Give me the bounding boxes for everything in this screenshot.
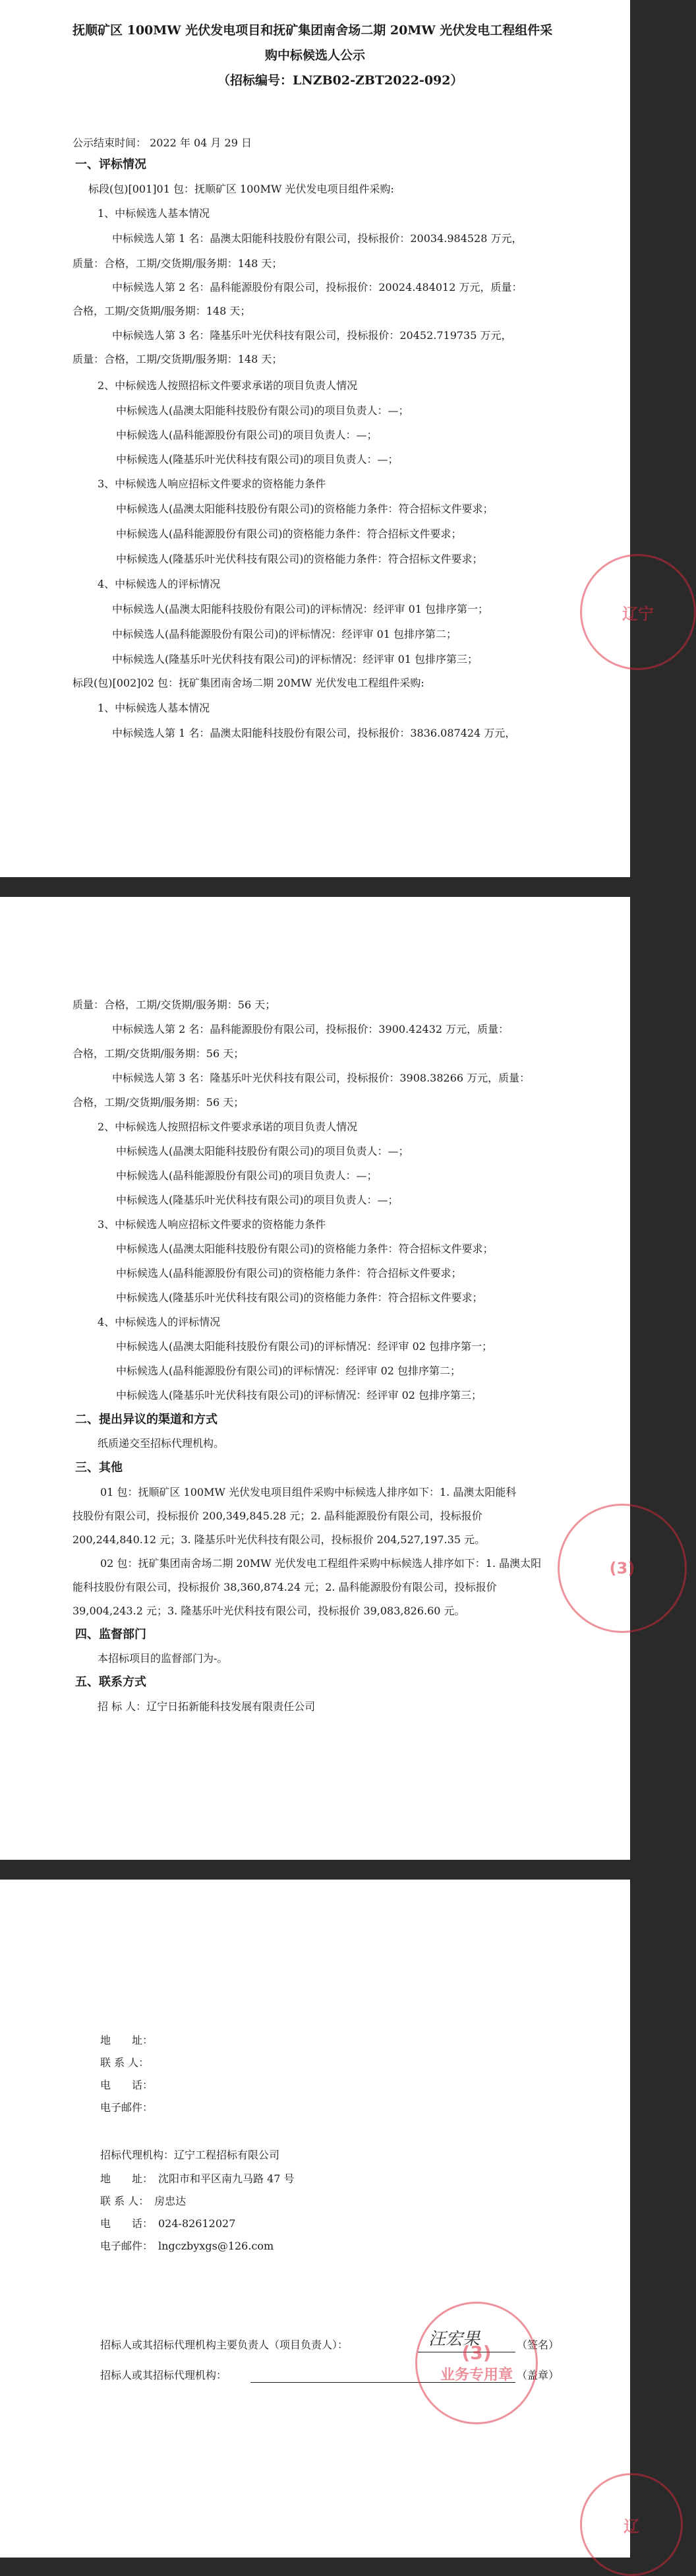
section-4-text: 本招标项目的监督部门为-。: [98, 1652, 228, 1665]
agency-name: 招标代理机构：辽宁工程招标有限公司: [100, 2149, 280, 2161]
official-red-seal: [415, 2302, 538, 2424]
p2-candidate-1-b: 质量：合格，工期/交货期/服务期：56 天；: [72, 998, 276, 1011]
p2-leader-3: 中标候选人(隆基乐叶光伏科技有限公司)的项目负责人：—；: [116, 1194, 399, 1206]
p1-subheading-3: 3、中标候选人响应招标文件要求的资格能力条件: [98, 477, 326, 490]
p2-candidate-2-a: 中标候选人第 2 名：晶科能源股份有限公司，投标报价：3900.42432 万元，质量：: [112, 1023, 509, 1035]
doc-title-line-2: 购中标候选人公示: [265, 48, 366, 63]
signature-line-label: 招标人或其招标代理机构主要负责人（项目负责人）：: [100, 2339, 349, 2351]
p2-leader-1: 中标候选人(晶澳太阳能科技股份有限公司)的项目负责人：—；: [116, 1145, 409, 1157]
agency-email: 电子邮件： lngczbyxgs@126.com: [100, 2240, 274, 2252]
p1-eval-2: 中标候选人(晶科能源股份有限公司)的评标情况：经评审 01 包排序第二；: [112, 628, 457, 640]
red-seal-stamp-partial: 辽宁: [580, 554, 696, 670]
p1-subheading-2: 2、中标候选人按照招标文件要求承诺的项目负责人情况: [98, 379, 358, 392]
section-3-line-6: 39,004,243.2 元；3. 隆基乐叶光伏科技有限公司，投标报价 39,083,826.60 元。: [72, 1605, 465, 1617]
section-3-heading: 三、其他: [75, 1461, 123, 1475]
p2-qual-2: 中标候选人(晶科能源股份有限公司)的资格能力条件：符合招标文件要求；: [116, 1267, 462, 1279]
doc-title-line-3: （招标编号：LNZB02-ZBT2022-092）: [218, 73, 463, 88]
p1-leader-3: 中标候选人(隆基乐叶光伏科技有限公司)的项目负责人：—；: [116, 453, 399, 466]
p2-qual-1: 中标候选人(晶澳太阳能科技股份有限公司)的资格能力条件：符合招标文件要求；: [116, 1242, 494, 1255]
p2-leader-2: 中标候选人(晶科能源股份有限公司)的项目负责人：—；: [116, 1169, 378, 1182]
p1-qual-3: 中标候选人(隆基乐叶光伏科技有限公司)的资格能力条件：符合招标文件要求；: [116, 553, 483, 565]
p1-qual-1: 中标候选人(晶澳太阳能科技股份有限公司)的资格能力条件：符合招标文件要求；: [116, 503, 494, 515]
agency-contact: 联 系 人： 房忠达: [100, 2195, 187, 2207]
section-2-text: 纸质递交至招标代理机构。: [98, 1437, 225, 1450]
signature-suffix: （签名）: [517, 2339, 560, 2351]
section-3-line-4: 02 包：抚矿集团南舍场二期 20MW 光伏发电工程组件采购中标候选人排序如下：1. 晶澳太阳: [100, 1557, 542, 1570]
p1-candidate-2-a: 中标候选人第 2 名：晶科能源股份有限公司，投标报价：20024.484012 万元，质量：: [112, 281, 523, 293]
p1-candidate-2-b: 合格，工期/交货期/服务期：148 天；: [72, 305, 251, 317]
p1-eval-3: 中标候选人(隆基乐叶光伏科技有限公司)的评标情况：经评审 01 包排序第三；: [112, 653, 478, 665]
section-5-heading: 五、联系方式: [75, 1675, 146, 1689]
p2-eval-3: 中标候选人(隆基乐叶光伏科技有限公司)的评标情况：经评审 02 包排序第三；: [116, 1389, 482, 1401]
p1-subheading-4: 4、中标候选人的评标情况: [98, 578, 221, 590]
p1-subheading-1: 1、中标候选人基本情况: [98, 207, 210, 220]
seal-line-label: 招标人或其招标代理机构：: [100, 2369, 227, 2381]
seal-suffix: （盖章）: [517, 2369, 560, 2381]
p2-qual-3: 中标候选人(隆基乐叶光伏科技有限公司)的资格能力条件：符合招标文件要求；: [116, 1291, 483, 1304]
tenderer-address-label: 地 址：: [100, 2034, 154, 2046]
p2-eval-2: 中标候选人(晶科能源股份有限公司)的评标情况：经评审 02 包排序第二；: [116, 1365, 461, 1377]
p2-subheading-2: 2、中标候选人按照招标文件要求承诺的项目负责人情况: [98, 1120, 358, 1133]
section-4-heading: 四、监督部门: [75, 1628, 146, 1641]
package-1-title: 标段(包)[001]01 包：抚顺矿区 100MW 光伏发电项目组件采购:: [88, 183, 394, 195]
p1-eval-1: 中标候选人(晶澳太阳能科技股份有限公司)的评标情况：经评审 01 包排序第一；: [112, 603, 489, 615]
p2-subheading-4: 4、中标候选人的评标情况: [98, 1316, 221, 1328]
p2-candidate-3-b: 合格，工期/交货期/服务期：56 天；: [72, 1096, 245, 1109]
doc-title-line-1: 抚顺矿区 100MW 光伏发电项目和抚矿集团南舍场二期 20MW 光伏发电工程组件采: [72, 23, 553, 38]
section-3-line-5: 能科技股份有限公司，投标报价 38,360,874.24 元；2. 晶科能源股份有限公司，投标报价: [72, 1581, 497, 1593]
publish-date: 公示结束时间： 2022 年 04 月 29 日: [72, 137, 252, 149]
p2-candidate-1-a: 中标候选人第 1 名：晶澳太阳能科技股份有限公司，投标报价：3836.087424 万元，: [112, 727, 516, 739]
section-3-line-3: 200,244,840.12 元；3. 隆基乐叶光伏科技有限公司，投标报价 204,527,197.35 元。: [72, 1533, 486, 1546]
red-seal-stamp-partial: (3): [558, 1504, 687, 1633]
tenderer-phone-label: 电 话：: [100, 2079, 154, 2091]
p1-candidate-1-a: 中标候选人第 1 名：晶澳太阳能科技股份有限公司，投标报价：20034.984528 万元，: [112, 232, 523, 245]
agency-address: 地 址： 沈阳市和平区南九马路 47 号: [100, 2172, 295, 2185]
p1-candidate-1-b: 质量：合格，工期/交货期/服务期：148 天；: [72, 257, 283, 270]
p1-candidate-3-a: 中标候选人第 3 名：隆基乐叶光伏科技有限公司，投标报价：20452.719735 万元，: [112, 329, 512, 342]
p2-eval-1: 中标候选人(晶澳太阳能科技股份有限公司)的评标情况：经评审 02 包排序第一；: [116, 1340, 493, 1353]
seal-number: (3): [461, 2342, 492, 2364]
tenderer-line: 招 标 人：辽宁日拓新能科技发展有限责任公司: [98, 1700, 316, 1713]
red-seal-stamp-partial-bottom: 辽: [580, 2473, 683, 2576]
section-3-line-2: 技股份有限公司，投标报价 200,349,845.28 元；2. 晶科能源股份有限公司，投标报价: [72, 1510, 482, 1522]
tenderer-contact-label: 联 系 人：: [100, 2056, 150, 2069]
p2-candidate-3-a: 中标候选人第 3 名：隆基乐叶光伏科技有限公司，投标报价：3908.38266 万元，质量：: [112, 1072, 531, 1084]
p1-candidate-3-b: 质量：合格，工期/交货期/服务期：148 天；: [72, 353, 283, 365]
p2-subheading-3: 3、中标候选人响应招标文件要求的资格能力条件: [98, 1218, 326, 1231]
agency-phone: 电 话： 024-82612027: [100, 2217, 236, 2230]
p2-candidate-2-b: 合格，工期/交货期/服务期：56 天；: [72, 1047, 245, 1060]
section-1-heading: 一、评标情况: [75, 158, 146, 171]
handwritten-signature: 汪宏果: [428, 2329, 480, 2349]
document-page-3: [0, 1880, 639, 2558]
p2-subheading-1: 1、中标候选人基本情况: [98, 702, 210, 714]
seal-text: 业务专用章: [440, 2367, 513, 2383]
section-2-heading: 二、提出异议的渠道和方式: [75, 1413, 218, 1426]
tenderer-email-label: 电子邮件：: [100, 2101, 154, 2114]
p1-qual-2: 中标候选人(晶科能源股份有限公司)的资格能力条件：符合招标文件要求；: [116, 528, 462, 540]
p1-leader-2: 中标候选人(晶科能源股份有限公司)的项目负责人：—；: [116, 429, 378, 441]
document-page-1: [0, 0, 654, 877]
document-page-2: [0, 897, 635, 1860]
package-2-title: 标段(包)[002]02 包：抚矿集团南舍场二期 20MW 光伏发电工程组件采购:: [72, 677, 424, 689]
section-3-line-1: 01 包：抚顺矿区 100MW 光伏发电项目组件采购中标候选人排序如下：1. 晶澳太阳能科: [100, 1486, 517, 1498]
p1-leader-1: 中标候选人(晶澳太阳能科技股份有限公司)的项目负责人：—；: [116, 404, 409, 417]
